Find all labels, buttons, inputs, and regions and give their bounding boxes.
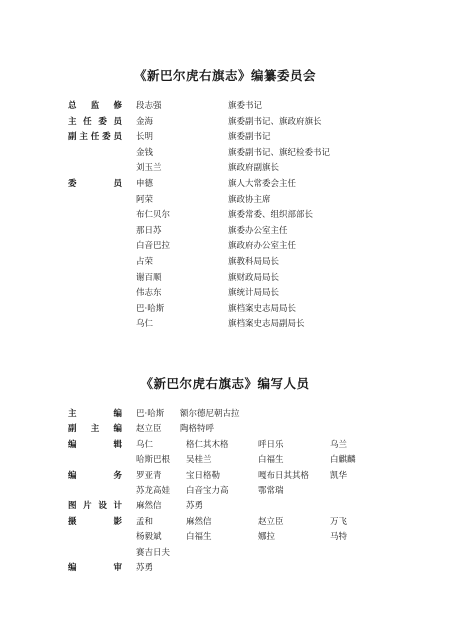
role-label: 编 务 — [68, 470, 122, 481]
role-label: 编 辑 — [68, 439, 122, 450]
committee-row — [0, 161, 450, 176]
writer-name: 苏龙高娃 — [136, 486, 171, 496]
writers-row — [0, 530, 450, 545]
writer-name: 陶格特呼 — [180, 424, 215, 435]
writer-name: 吴桂兰 — [186, 455, 212, 466]
committee-row — [0, 317, 450, 332]
role-label: 副 主 任 委 员 — [68, 132, 122, 143]
role-label: 委 员 — [68, 179, 122, 189]
member-name: 金钱 — [136, 147, 154, 158]
writer-name: 麻然信 — [186, 516, 212, 527]
writers-row — [0, 499, 450, 514]
member-position: 旗委副书记、旗纪检委书记 — [228, 147, 331, 158]
member-name: 金海 — [136, 116, 154, 127]
member-name: 占荣 — [136, 257, 154, 267]
writer-name: 娜拉 — [258, 532, 276, 543]
member-position: 旗政府副旗长 — [228, 163, 280, 174]
writer-name: 白福生 — [186, 532, 212, 543]
member-name: 刘玉兰 — [136, 163, 162, 174]
member-name: 段志强 — [136, 101, 162, 111]
member-name: 巴·哈斯 — [136, 303, 165, 314]
writer-name: 孟和 — [136, 516, 154, 527]
writer-name: 马特 — [330, 532, 348, 543]
writer-name: 罗亚青 — [136, 470, 162, 481]
writers-row — [0, 469, 450, 484]
committee-row — [0, 286, 450, 301]
committee-row — [0, 177, 450, 192]
member-name: 乌仁 — [136, 319, 154, 330]
writer-name: 苏勇 — [136, 563, 154, 573]
writers-row — [0, 546, 450, 561]
writer-name: 麻然信 — [136, 501, 162, 512]
writers-row — [0, 438, 450, 453]
member-name: 谢百顺 — [136, 272, 162, 283]
role-label: 摄 影 — [68, 516, 122, 527]
writer-name: 白麒麟 — [330, 455, 356, 466]
committee-title: 《新巴尔虎右旗志》编纂委员会 — [133, 68, 316, 83]
writer-name: 赛吉日夫 — [136, 547, 171, 558]
role-label: 图 片 设 计 — [68, 501, 122, 512]
member-position: 旗委副书记 — [228, 132, 271, 143]
member-name: 阿荣 — [136, 194, 154, 205]
member-name: 那日苏 — [136, 225, 162, 236]
committee-row — [0, 271, 450, 286]
writer-name: 白音宝力高 — [186, 486, 229, 496]
member-position: 旗档案史志局副局长 — [228, 319, 305, 330]
member-position: 旗委办公室主任 — [228, 225, 288, 236]
member-name: 白音巴拉 — [136, 241, 171, 252]
writers-row — [0, 561, 450, 576]
writer-name: 鄂常瑞 — [258, 486, 284, 496]
writers-row — [0, 453, 450, 468]
committee-row — [0, 208, 450, 223]
role-label: 主 编 — [68, 409, 122, 419]
writers-row — [0, 422, 450, 437]
member-name: 伟志东 — [136, 288, 162, 299]
member-name: 长明 — [136, 132, 154, 143]
member-position: 旗政府办公室主任 — [228, 241, 297, 252]
writer-name: 凯华 — [330, 470, 348, 481]
role-label: 副 主 编 — [68, 424, 122, 435]
writer-name: 白福生 — [258, 455, 284, 466]
role-label: 编 审 — [68, 563, 122, 573]
writer-name: 万飞 — [330, 516, 348, 527]
committee-row — [0, 239, 450, 254]
writer-name: 杨毅斌 — [136, 532, 162, 543]
member-name: 布仁贝尔 — [136, 210, 171, 221]
writer-name: 乌仁 — [136, 439, 154, 450]
writers-row — [0, 515, 450, 530]
committee-row — [0, 130, 450, 145]
committee-row — [0, 302, 450, 317]
member-name: 申德 — [136, 179, 154, 189]
member-position: 旗委副书记、旗政府旗长 — [228, 116, 322, 127]
role-label: 总 监 修 — [68, 101, 122, 111]
role-label: 主 任 委 员 — [68, 116, 122, 127]
writer-name: 哈斯巴根 — [136, 455, 171, 466]
member-position: 旗财政局局长 — [228, 272, 280, 283]
committee-row — [0, 146, 450, 161]
committee-row — [0, 255, 450, 270]
committee-row — [0, 193, 450, 208]
member-position: 旗统计局局长 — [228, 288, 280, 299]
committee-row — [0, 115, 450, 130]
writers-row — [0, 407, 450, 422]
writer-name: 格仁其木格 — [186, 439, 229, 450]
writer-name: 赵立臣 — [258, 516, 284, 527]
member-position: 旗政协主席 — [228, 194, 271, 205]
writer-name: 苏勇 — [186, 501, 204, 512]
committee-row — [0, 99, 450, 114]
member-position: 旗委常委、组织部部长 — [228, 210, 314, 221]
writer-name: 乌兰 — [330, 439, 348, 450]
writer-name: 赵立臣 — [136, 424, 162, 435]
writer-name: 宝日格勒 — [186, 470, 221, 481]
writers-row — [0, 484, 450, 499]
member-position: 旗委书记 — [228, 101, 263, 111]
writer-name: 巴·哈斯 — [136, 409, 165, 419]
committee-row — [0, 224, 450, 239]
writer-name: 额尔德尼朝古拉 — [180, 409, 240, 419]
writer-name: 呼日乐 — [258, 439, 284, 450]
writer-name: 嘎布日其其格 — [258, 470, 310, 481]
member-position: 旗人大常委会主任 — [228, 179, 297, 189]
member-position: 旗档案史志局局长 — [228, 303, 297, 314]
writers-title: 《新巴尔虎右旗志》编写人员 — [140, 376, 310, 391]
member-position: 旗教科局局长 — [228, 257, 280, 267]
